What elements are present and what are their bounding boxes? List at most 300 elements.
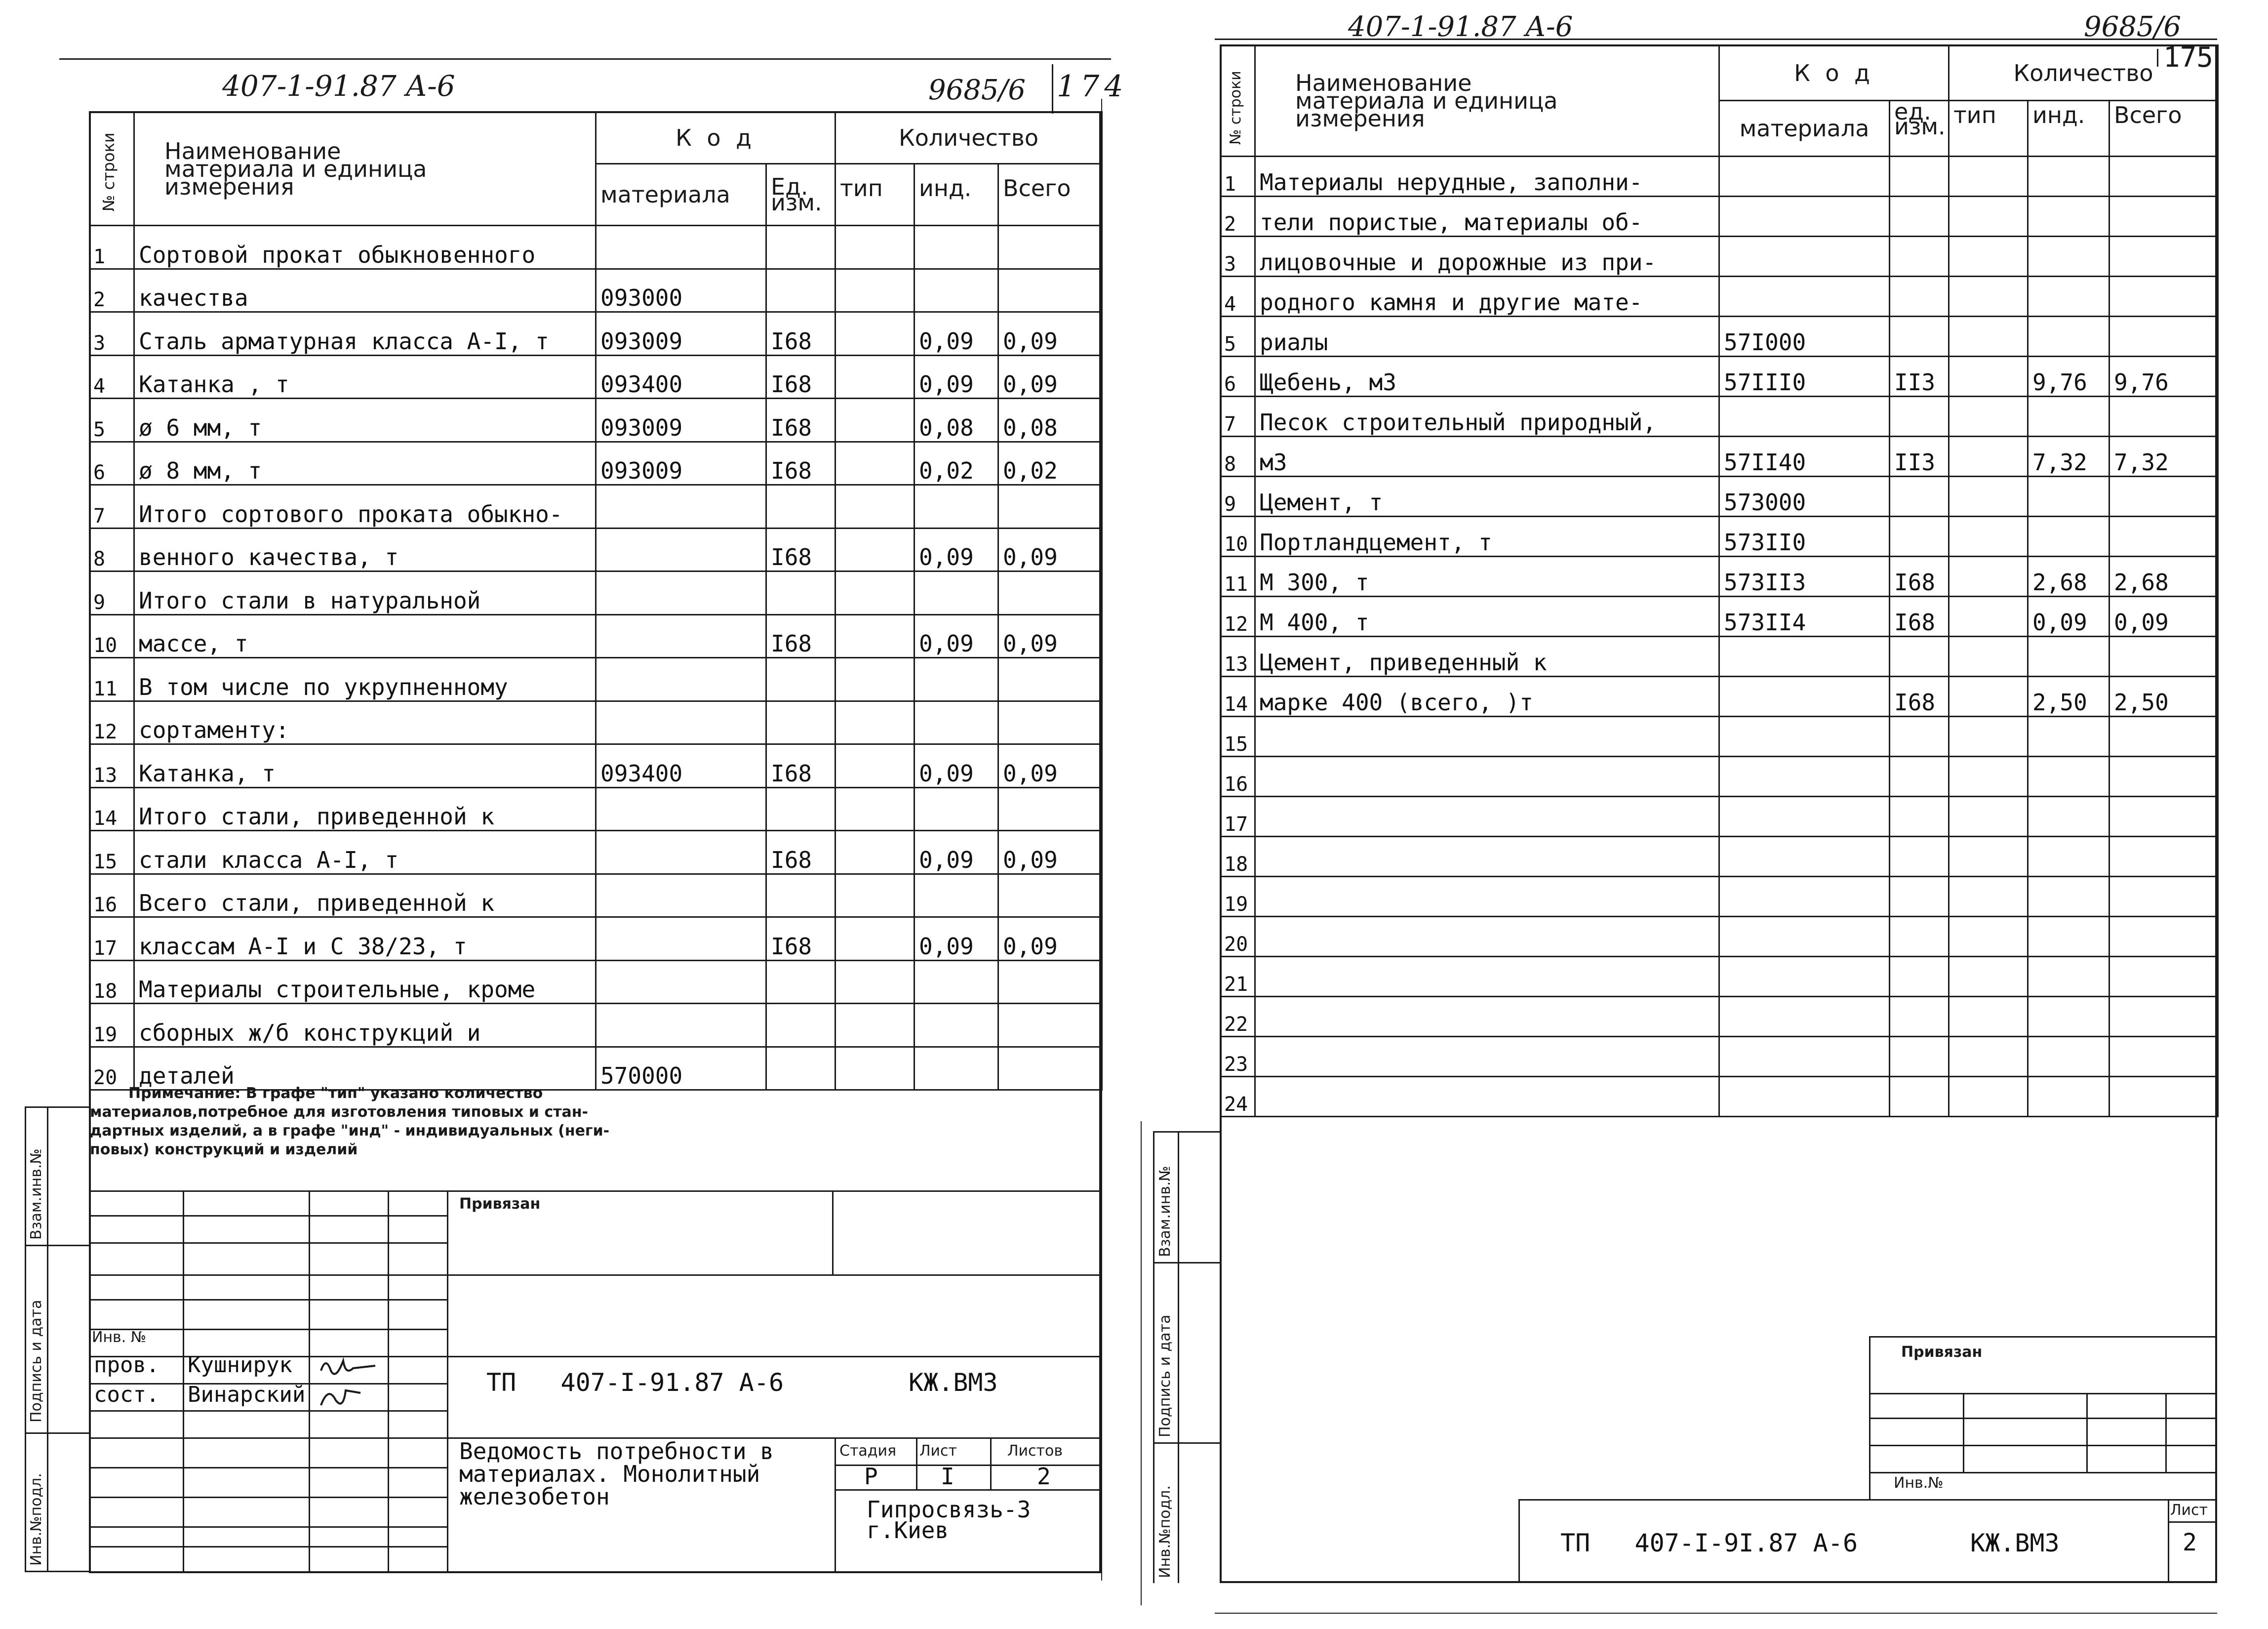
qty-typ — [836, 1047, 915, 1090]
qty-total: 0,09 — [998, 355, 1102, 399]
qty-ind — [2028, 277, 2109, 317]
qty-typ — [1949, 397, 2028, 437]
qty-total — [2109, 397, 2218, 437]
qty-total — [998, 960, 1102, 1004]
unit-code — [1890, 837, 1949, 877]
right-table-header — [1220, 44, 2219, 157]
qty-ind — [2028, 517, 2109, 557]
qty-ind — [2028, 1077, 2109, 1117]
left-header-quantity: Количество — [836, 112, 1102, 164]
note-line: дартных изделий, а в графе "инд" - индивидуальных (неги- — [90, 1122, 610, 1140]
qty-typ — [1949, 277, 2028, 317]
material-name: деталей — [134, 1047, 596, 1090]
material-code: 57I000 — [1719, 317, 1890, 357]
material-name: венного качества, т — [134, 528, 596, 571]
qty-total — [998, 701, 1102, 744]
qty-ind — [915, 1004, 998, 1047]
qty-ind — [2028, 157, 2109, 197]
material-name: Всего стали, приведенной к — [134, 874, 596, 917]
left-signatures — [316, 1351, 395, 1415]
qty-ind: 7,32 — [2028, 437, 2109, 477]
left-stamp-sheet-label: Лист — [919, 1442, 957, 1460]
qty-typ — [836, 399, 915, 442]
table-row — [1221, 1077, 2218, 1117]
right-stamp-sheet-label: Лист — [2170, 1502, 2208, 1519]
material-name — [1255, 1037, 1719, 1077]
qty-total — [998, 874, 1102, 917]
qty-ind — [2028, 917, 2109, 957]
material-name: Портландцемент, т — [1255, 517, 1719, 557]
qty-typ — [836, 571, 915, 615]
row-number: 15 — [90, 831, 134, 874]
material-code — [596, 528, 766, 571]
material-code: 093009 — [596, 399, 766, 442]
material-name: Итого сортового проката обыкно- — [134, 485, 596, 529]
material-code — [1719, 637, 1890, 677]
qty-total: 0,09 — [998, 831, 1102, 874]
row-number: 14 — [1221, 677, 1255, 717]
left-side-label-podpis: Подпись и дата — [28, 1300, 45, 1423]
qty-typ — [1949, 957, 2028, 997]
note-line: материалов,потребное для изготовления типовых и стан- — [90, 1103, 588, 1121]
left-stamp-org — [867, 1496, 1031, 1544]
row-number: 3 — [90, 312, 134, 356]
row-number: 12 — [1221, 597, 1255, 637]
qty-ind — [2028, 997, 2109, 1037]
table-row — [1221, 877, 2218, 917]
left-table-body — [89, 225, 1103, 1091]
qty-ind: 0,09 — [915, 312, 998, 356]
table-row — [90, 355, 1102, 399]
qty-typ — [836, 744, 915, 788]
material-name: классам А-I и С 38/23, т — [134, 917, 596, 961]
left-handwritten-code: 407-1-91.87 А-6 — [222, 69, 455, 103]
qty-typ — [836, 1004, 915, 1047]
material-code — [596, 960, 766, 1004]
qty-total — [998, 658, 1102, 701]
material-code — [596, 787, 766, 831]
material-name: сборных ж/б конструкций и — [134, 1004, 596, 1047]
qty-ind — [2028, 1037, 2109, 1077]
table-row — [1221, 957, 2218, 997]
left-header-row-no: № строки — [99, 132, 118, 211]
row-number: 23 — [1221, 1037, 1255, 1077]
qty-typ — [836, 787, 915, 831]
qty-ind — [915, 701, 998, 744]
material-name: качества — [134, 269, 596, 312]
table-row — [1221, 677, 2218, 717]
table-row — [90, 744, 1102, 788]
note-line: Примечание: В графе "тип" указано количество — [128, 1085, 543, 1102]
unit-code — [766, 1047, 836, 1090]
qty-ind — [915, 960, 998, 1004]
material-code — [1719, 757, 1890, 797]
unit-code: I68 — [1890, 677, 1949, 717]
material-code — [1719, 397, 1890, 437]
qty-typ — [836, 528, 915, 571]
qty-total — [2109, 317, 2218, 357]
table-row — [1221, 277, 2218, 317]
qty-total — [2109, 877, 2218, 917]
qty-ind — [915, 571, 998, 615]
qty-total: 9,76 — [2109, 357, 2218, 397]
material-code — [596, 658, 766, 701]
qty-total — [2109, 237, 2218, 277]
table-row — [90, 874, 1102, 917]
qty-ind — [2028, 477, 2109, 517]
qty-ind — [915, 269, 998, 312]
qty-ind — [2028, 637, 2109, 677]
material-name: ø 8 мм, т — [134, 442, 596, 485]
unit-code — [766, 485, 836, 529]
row-number: 8 — [90, 528, 134, 571]
qty-total — [2109, 477, 2218, 517]
unit-code: I68 — [766, 312, 836, 356]
row-number: 1 — [90, 226, 134, 269]
unit-code: II3 — [1890, 357, 1949, 397]
qty-typ — [836, 701, 915, 744]
row-number: 7 — [1221, 397, 1255, 437]
qty-ind: 0,09 — [915, 614, 998, 658]
qty-ind: 0,09 — [915, 831, 998, 874]
row-number: 2 — [1221, 197, 1255, 237]
unit-code — [1890, 957, 1949, 997]
material-code — [596, 571, 766, 615]
material-code — [1719, 717, 1890, 757]
material-name: Катанка, т — [134, 744, 596, 788]
qty-ind — [2028, 317, 2109, 357]
unit-code — [1890, 877, 1949, 917]
unit-code: I68 — [766, 355, 836, 399]
material-name — [1255, 997, 1719, 1037]
unit-code: I68 — [766, 744, 836, 788]
material-name: ø 6 мм, т — [134, 399, 596, 442]
qty-ind — [915, 1047, 998, 1090]
unit-code — [1890, 917, 1949, 957]
qty-typ — [836, 312, 915, 356]
qty-total — [2109, 637, 2218, 677]
right-header-name: Наименование материала и единица измерения — [1295, 70, 1558, 132]
qty-ind — [915, 874, 998, 917]
unit-code: I68 — [1890, 557, 1949, 597]
row-number: 5 — [90, 399, 134, 442]
qty-typ — [836, 355, 915, 399]
table-row — [1221, 917, 2218, 957]
qty-ind — [915, 226, 998, 269]
qty-typ — [836, 614, 915, 658]
unit-code: II3 — [1890, 437, 1949, 477]
right-header-quantity: Количество — [2013, 59, 2153, 86]
left-stamp-stage-label: Стадия — [839, 1442, 897, 1460]
left-side-label-inv: Инв.№подл. — [28, 1473, 45, 1566]
qty-total — [2109, 157, 2218, 197]
qty-ind — [2028, 197, 2109, 237]
row-number: 5 — [1221, 317, 1255, 357]
material-code — [596, 701, 766, 744]
qty-ind: 0,09 — [2028, 597, 2109, 637]
material-code: 573II3 — [1719, 557, 1890, 597]
qty-typ — [1949, 317, 2028, 357]
qty-total — [998, 571, 1102, 615]
table-row — [90, 485, 1102, 529]
row-number: 22 — [1221, 997, 1255, 1037]
qty-ind: 2,68 — [2028, 557, 2109, 597]
table-row — [90, 399, 1102, 442]
qty-typ — [836, 485, 915, 529]
left-handwritten-album: 9685/6 — [928, 74, 1026, 106]
qty-ind: 0,09 — [915, 744, 998, 788]
unit-code: I68 — [766, 442, 836, 485]
row-number: 17 — [1221, 797, 1255, 837]
unit-code — [1890, 997, 1949, 1037]
material-name: Катанка , т — [134, 355, 596, 399]
table-row — [90, 312, 1102, 356]
row-number: 12 — [90, 701, 134, 744]
right-header-material: материала — [1719, 101, 1890, 157]
unit-code — [1890, 757, 1949, 797]
unit-code — [766, 787, 836, 831]
row-number: 18 — [90, 960, 134, 1004]
material-code — [596, 614, 766, 658]
table-row — [90, 960, 1102, 1004]
right-side-label-vzam: Взам.инв.№ — [1156, 1166, 1174, 1257]
qty-total: 0,09 — [2109, 597, 2218, 637]
row-number: 20 — [1221, 917, 1255, 957]
table-row — [1221, 597, 2218, 637]
right-header-row-no: № строки — [1227, 71, 1244, 145]
table-row — [1221, 237, 2218, 277]
material-code — [596, 485, 766, 529]
qty-typ — [1949, 197, 2028, 237]
material-name: Песок строительный природный, — [1255, 397, 1719, 437]
unit-code — [766, 571, 836, 615]
table-row — [90, 269, 1102, 312]
left-stamp-prov-name: Кушнирук — [188, 1352, 292, 1378]
qty-typ — [836, 831, 915, 874]
unit-code: I68 — [766, 528, 836, 571]
material-name — [1255, 957, 1719, 997]
qty-typ — [1949, 877, 2028, 917]
left-header-unit: Ед. изм. — [766, 164, 836, 226]
material-code: 57II40 — [1719, 437, 1890, 477]
qty-total — [2109, 837, 2218, 877]
qty-typ — [836, 917, 915, 961]
qty-typ — [1949, 597, 2028, 637]
material-code — [596, 226, 766, 269]
left-stamp-sheet: I — [941, 1463, 955, 1490]
stamp-title-line: материалах. Монолитный — [459, 1461, 760, 1487]
material-code — [1719, 277, 1890, 317]
unit-code: I68 — [766, 917, 836, 961]
material-name: тели пористые, материалы об- — [1255, 197, 1719, 237]
qty-typ — [1949, 1037, 2028, 1077]
right-header-typ: тип — [1949, 101, 2028, 157]
unit-code — [1890, 477, 1949, 517]
material-name: Материалы нерудные, заполни- — [1255, 157, 1719, 197]
material-code — [596, 917, 766, 961]
left-header-total: Всего — [998, 164, 1102, 226]
unit-code — [1890, 1077, 1949, 1117]
qty-ind: 9,76 — [2028, 357, 2109, 397]
left-header-typ: тип — [836, 164, 915, 226]
row-number: 6 — [90, 442, 134, 485]
qty-total — [2109, 917, 2218, 957]
qty-typ — [1949, 517, 2028, 557]
table-row — [1221, 317, 2218, 357]
row-number: 2 — [90, 269, 134, 312]
row-number: 14 — [90, 787, 134, 831]
material-name: массе, т — [134, 614, 596, 658]
note-line: повых) конструкций и изделий — [90, 1141, 358, 1158]
table-row — [1221, 357, 2218, 397]
right-handwritten-album: 9685/6 — [2084, 11, 2182, 43]
material-code: 573II4 — [1719, 597, 1890, 637]
unit-code — [1890, 157, 1949, 197]
material-code — [1719, 1077, 1890, 1117]
qty-total — [2109, 717, 2218, 757]
material-name — [1255, 917, 1719, 957]
qty-ind — [915, 485, 998, 529]
qty-total — [2109, 277, 2218, 317]
row-number: 6 — [1221, 357, 1255, 397]
qty-total — [2109, 957, 2218, 997]
right-header-unit: ед. изм. — [1890, 101, 1949, 157]
material-code — [1719, 237, 1890, 277]
qty-typ — [1949, 157, 2028, 197]
qty-typ — [1949, 437, 2028, 477]
table-row — [1221, 477, 2218, 517]
left-stamp-doc-code: ТП 407-I-91.87 А-6 — [486, 1368, 784, 1397]
row-number: 19 — [1221, 877, 1255, 917]
table-row — [1221, 557, 2218, 597]
qty-total — [998, 226, 1102, 269]
left-stamp-sost-name: Винарский — [188, 1382, 306, 1407]
material-code: 093009 — [596, 442, 766, 485]
row-number: 24 — [1221, 1077, 1255, 1117]
left-table-header — [89, 111, 1103, 226]
material-name: Сортовой прокат обыкновенного — [134, 226, 596, 269]
qty-total: 7,32 — [2109, 437, 2218, 477]
table-row — [1221, 517, 2218, 557]
material-name: М 300, т — [1255, 557, 1719, 597]
material-name: сортаменту: — [134, 701, 596, 744]
row-number: 7 — [90, 485, 134, 529]
material-code — [1719, 837, 1890, 877]
qty-ind — [2028, 797, 2109, 837]
material-code — [596, 1004, 766, 1047]
qty-ind — [915, 658, 998, 701]
material-code — [1719, 957, 1890, 997]
material-code — [1719, 677, 1890, 717]
qty-total: 2,68 — [2109, 557, 2218, 597]
material-name: Цемент, т — [1255, 477, 1719, 517]
table-row — [1221, 397, 2218, 437]
qty-total — [2109, 1037, 2218, 1077]
right-header-ind: инд. — [2028, 101, 2109, 157]
unit-code — [766, 269, 836, 312]
table-row — [90, 571, 1102, 615]
row-number: 16 — [90, 874, 134, 917]
material-name: М 400, т — [1255, 597, 1719, 637]
qty-typ — [836, 226, 915, 269]
unit-code — [1890, 397, 1949, 437]
material-name: Материалы строительные, кроме — [134, 960, 596, 1004]
qty-total — [2109, 197, 2218, 237]
left-stamp-sheets: 2 — [1037, 1463, 1051, 1490]
unit-code — [1890, 317, 1949, 357]
qty-typ — [836, 269, 915, 312]
row-number: 9 — [90, 571, 134, 615]
unit-code — [1890, 797, 1949, 837]
row-number: 8 — [1221, 437, 1255, 477]
qty-total — [998, 1004, 1102, 1047]
row-number: 18 — [1221, 837, 1255, 877]
table-row — [1221, 437, 2218, 477]
qty-total: 0,09 — [998, 528, 1102, 571]
row-number: 19 — [90, 1004, 134, 1047]
right-header-code: К о д — [1719, 45, 1949, 101]
qty-total — [998, 787, 1102, 831]
material-name: родного камня и другие мате- — [1255, 277, 1719, 317]
material-name: лицовочные и дорожные из при- — [1255, 237, 1719, 277]
qty-total: 0,02 — [998, 442, 1102, 485]
row-number: 4 — [1221, 277, 1255, 317]
right-table-body — [1220, 156, 2219, 1117]
qty-total: 0,08 — [998, 399, 1102, 442]
right-stamp-inv-no: Инв.№ — [1894, 1474, 1944, 1492]
unit-code: I68 — [766, 831, 836, 874]
row-number: 16 — [1221, 757, 1255, 797]
material-code — [596, 874, 766, 917]
qty-typ — [1949, 477, 2028, 517]
material-name — [1255, 877, 1719, 917]
material-code: 093400 — [596, 744, 766, 788]
left-stamp-inv-no: Инв. № — [92, 1329, 147, 1346]
qty-total: 0,09 — [998, 744, 1102, 788]
material-code: 573000 — [1719, 477, 1890, 517]
left-header-code: К о д — [596, 112, 836, 164]
qty-total: 0,09 — [998, 917, 1102, 961]
material-name — [1255, 797, 1719, 837]
right-side-label-inv: Инв.№подл. — [1156, 1485, 1174, 1578]
material-code: 573II0 — [1719, 517, 1890, 557]
unit-code: I68 — [766, 614, 836, 658]
qty-total — [2109, 757, 2218, 797]
qty-typ — [1949, 237, 2028, 277]
left-note — [90, 1084, 732, 1159]
table-row — [1221, 837, 2218, 877]
stamp-title-line: Ведомость потребности в — [459, 1438, 774, 1465]
material-name: Итого стали, приведенной к — [134, 787, 596, 831]
left-stamp-title — [459, 1440, 774, 1508]
qty-ind — [2028, 957, 2109, 997]
unit-code — [1890, 717, 1949, 757]
table-row — [90, 614, 1102, 658]
unit-code — [766, 226, 836, 269]
material-name — [1255, 757, 1719, 797]
table-row — [1221, 1037, 2218, 1077]
table-row — [90, 1004, 1102, 1047]
qty-total — [2109, 997, 2218, 1037]
material-name: В том числе по укрупненному — [134, 658, 596, 701]
unit-code: I68 — [766, 399, 836, 442]
row-number: 3 — [1221, 237, 1255, 277]
qty-total — [2109, 797, 2218, 837]
material-name: м3 — [1255, 437, 1719, 477]
table-row — [1221, 717, 2218, 757]
left-header-material: материала — [596, 164, 766, 226]
left-header-ind: инд. — [915, 164, 998, 226]
